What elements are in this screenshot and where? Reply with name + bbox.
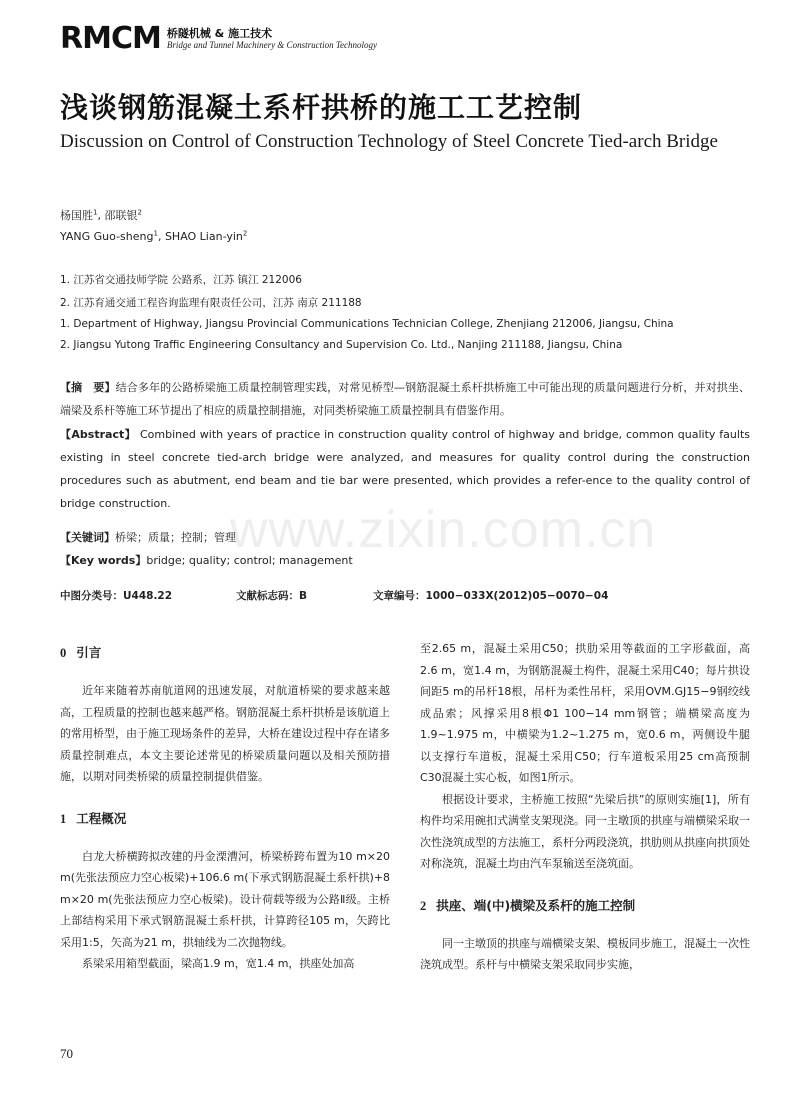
paragraph: 同一主墩顶的拱座与端横梁支架、模板同步施工，混凝土一次性浇筑成型。系杆与中横梁支架采取同步实施，	[420, 936, 750, 971]
title-cn: 浅谈钢筋混凝土系杆拱桥的施工工艺控制	[60, 91, 583, 124]
abstract	[60, 376, 750, 516]
abstract-en	[60, 423, 750, 516]
section-heading	[420, 895, 750, 917]
paragraph: 白龙大桥横跨拟改建的丹金溧漕河，桥梁桥跨布置为10 m×20 m(先张法预应力空心板梁)+106.6 m(下承式钢筋混凝土系杆拱)+8 m×20 m(先张法预应力空心板梁)。设计荷载等级为公路Ⅱ级。主桥上部结构采用下承式钢筋混凝土系杆拱，计算跨径105 m，矢跨比采用1:5，矢高为21 m，拱轴线为二次抛物线。	[60, 849, 391, 949]
journal-name	[167, 27, 377, 51]
keywords	[60, 526, 353, 572]
abstract-cn	[60, 376, 750, 423]
author-sep: ,	[97, 209, 105, 222]
page-number: 70	[60, 1046, 73, 1061]
document-code: 文献标志码：B	[236, 590, 308, 602]
section-number: 2	[420, 898, 427, 913]
abstract-en-label: 【Abstract】	[60, 427, 137, 441]
affiliation-1-en: 1. Department of Highway, Jiangsu Provincial Communications Technician College, Zhenjiang 212006, Jiangsu, China	[60, 318, 674, 330]
abstract-en-text: Combined with years of practice in construction quality control of highway and bridge, common quality faults existing in steel concrete tied-arch bridge were analyzed, and measures for quality control during the construction procedures such as abutment, end beam and tie bar were presented, which provides a refer-ence to the quality control of bridge construction.	[60, 427, 750, 511]
section-heading	[60, 808, 390, 830]
keywords-en-label: 【Key words】	[60, 554, 147, 567]
journal-name-cn: 桥隧机械 & 施工技术	[166, 27, 273, 40]
journal-name-en: Bridge and Tunnel Machinery & Construction Technology	[166, 40, 377, 50]
author-name: 杨国胜	[60, 209, 93, 222]
author-name: YANG Guo-sheng	[60, 230, 154, 243]
journal-header	[60, 21, 377, 56]
section-number: 1	[60, 811, 67, 826]
author-sup: 1	[93, 208, 98, 217]
abstract-cn-text: 结合多年的公路桥梁施工质量控制管理实践，对常见桥型—钢筋混凝土系杆拱桥施工中可能出现的质量问题进行分析，并对拱坐、端梁及系杆等施工环节提出了相应的质量控制措施，对同类桥梁施工质量控制具有借鉴作用。	[60, 381, 750, 418]
keywords-cn-text: 桥梁；质量；控制；管理	[115, 531, 236, 544]
abstract-cn-label: 【摘 要】	[60, 381, 116, 394]
author-sep: ,	[157, 230, 165, 243]
author-sup: 2	[137, 208, 142, 217]
section-number: 0	[60, 646, 67, 660]
authors-en	[60, 230, 247, 243]
affiliation-2-cn: 2. 江苏育通交通工程咨询监理有限责任公司，江苏 南京 211188	[60, 297, 362, 309]
keywords-en	[60, 549, 353, 572]
affiliation-2-en: 2. Jiangsu Yutong Traffic Engineering Consultancy and Supervision Co. Ltd., Nanjing 211188, Jiangsu, China	[60, 339, 623, 351]
title-en: Discussion on Control of Construction Technology of Steel Concrete Tied-arch Bridge	[60, 131, 718, 152]
watermark: www.zixin.com.cn	[230, 501, 657, 559]
keywords-cn-label: 【关键词】	[60, 531, 115, 544]
author-sup: 2	[242, 229, 248, 238]
body-left-column	[60, 638, 390, 975]
keywords-cn	[60, 526, 353, 549]
journal-logo: RMCM	[60, 21, 161, 56]
author-sup: 1	[153, 229, 158, 238]
affiliation-1-cn: 1. 江苏省交通技师学院 公路系，江苏 镇江 212006	[60, 274, 302, 286]
body-right-column	[420, 638, 750, 976]
section-title: 工程概况	[76, 810, 127, 826]
clc-number: 中图分类号：U448.22	[60, 590, 173, 602]
section-title: 引言	[76, 645, 102, 660]
author-name: SHAO Lian-yin	[164, 230, 243, 243]
section-heading	[60, 642, 390, 664]
paragraph: 根据设计要求，主桥施工按照“先梁后拱”的原则实施[1]，所有构件均采用碗扣式满堂支架现浇。同一主墩顶的拱座与端横梁采取一次性浇筑成型的方法施工，系杆分两段浇筑，拱肋则从拱座向拱顶处对称浇筑，混凝土均由汽车泵输送至浇筑面。	[420, 792, 750, 870]
article-number: 文章编号：1000−033X(2012)05−0070−04	[373, 590, 609, 602]
keywords-en-text: bridge; quality; control; management	[146, 554, 353, 567]
section-title: 拱座、端(中)横梁及系杆的施工控制	[436, 897, 636, 913]
paragraph: 至2.65 m，混凝土采用C50；拱肋采用等截面的工字形截面，高2.6 m，宽1.4 m，为钢筋混凝土构件，混凝土采用C40；每片拱设间距5 m的吊杆18根，吊杆为柔性吊杆，采用OVM.GJ15−9钢绞线成品索；风撑采用8根Φ1 100−14 mm钢管；端横梁高度为1.9~1.975 m，中横梁为1.2~1.275 m，宽0.6 m，两侧设牛腿以支撑行车道板，混凝土采用C50；行车道板采用25 cm高预制C30混凝土实心板，如图1所示。	[420, 642, 750, 784]
author-name: 邵联银	[104, 209, 138, 222]
authors-cn	[60, 207, 142, 223]
paragraph: 系梁采用箱型截面，梁高1.9 m，宽1.4 m，拱座处加高	[82, 957, 355, 970]
paragraph: 近年来随着苏南航道网的迅速发展，对航道桥梁的要求越来越高，工程质量的控制也越来越严格。钢筋混凝土系杆拱桥是该航道上的常用桥型，由于施工现场条件的差异，大桥在建设过程中存在诸多质量控制难点，本文主要论述常见的桥梁质量问题以及相关预防措施，以期对同类桥梁的质量控制提供借鉴。	[60, 684, 390, 783]
